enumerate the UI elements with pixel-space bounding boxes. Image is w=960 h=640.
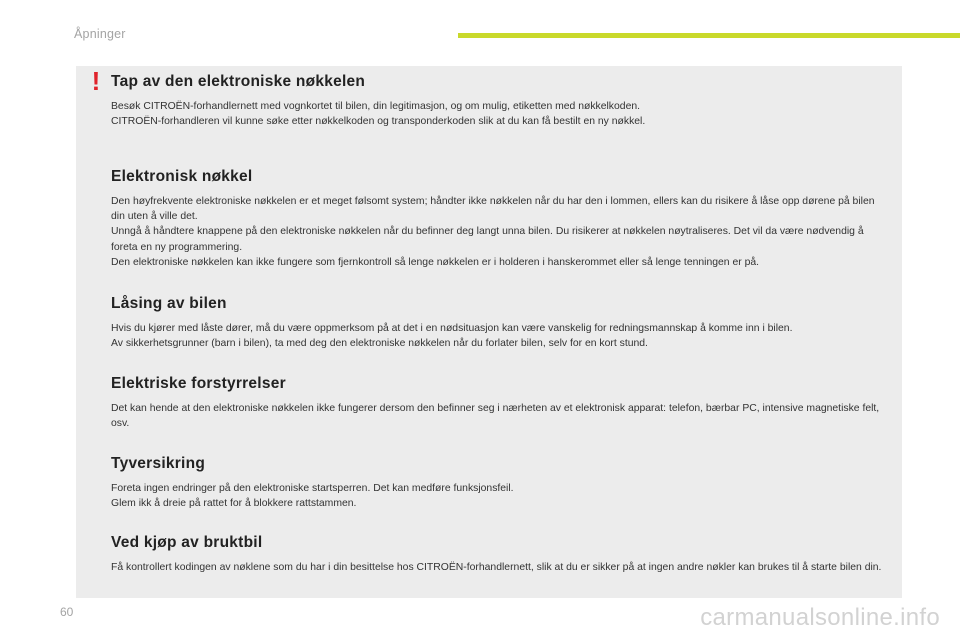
section-paragraph: Besøk CITROËN-forhandlernett med vognkortet til bilen, din legitimasjon, og om mulig, etiketten med nøkkelkoden. — [111, 101, 641, 112]
section-heading: Ved kjøp av bruktbil — [111, 534, 263, 551]
page-number: 60 — [60, 605, 74, 619]
section-paragraph: Unngå å håndtere knappene på den elektroniske nøkkelen når du befinner deg langt unna bilen. Du risikerer at nøkkelen nøytraliseres. Det vil da være nødvendig å foreta en ny programmering. — [111, 226, 864, 253]
section-electronic-key — [111, 168, 887, 270]
header-accent-bar — [458, 33, 960, 38]
section-locking — [111, 295, 887, 351]
section-paragraph: CITROËN-forhandleren vil kunne søke etter nøkkelkoden og transponderkoden slik at du kan få bestilt en ny nøkkel. — [111, 116, 646, 128]
section-paragraph: Den høyfrekvente elektroniske nøkkelen er et meget følsomt system; håndter ikke nøkkelen når du har den i lommen, ellers kan du risikere å låse opp dørene på bilen din uten å ville det. — [111, 196, 875, 223]
section-paragraph: Få kontrollert kodingen av nøklene som du har i din besittelse hos CITROËN-forhandlernett, slik at du er sikker på at ingen andre nøkler kan brukes til å starte bilen din. — [111, 562, 882, 573]
watermark: carmanualsonline.info — [700, 604, 940, 631]
section-paragraph: Av sikkerhetsgrunner (barn i bilen), ta med deg den elektroniske nøkkelen når du forlater bilen, selv for en kort stund. — [111, 338, 648, 350]
section-paragraph: Foreta ingen endringer på den elektroniske startsperren. Det kan medføre funksjonsfeil. — [111, 483, 514, 494]
exclamation-icon: ! — [91, 66, 101, 96]
section-paragraph: Det kan hende at den elektroniske nøkkelen ikke fungerer dersom den befinner seg i nærheten av et elektronisk apparat: telefon, bærbar PC, intensive magnetiske felt, osv. — [111, 403, 880, 430]
section-heading: Elektriske forstyrrelser — [111, 375, 286, 392]
section-paragraph: Den elektroniske nøkkelen kan ikke fungere som fjernkontroll så lenge nøkkelen er i holderen i hanskerommet eller så lenge tenningen er på. — [111, 256, 760, 268]
section-anti-theft — [111, 455, 887, 511]
section-used-car — [111, 534, 887, 575]
section-heading: Tyversikring — [111, 455, 206, 472]
section-interference — [111, 375, 887, 431]
section-paragraph: Glem ikk å dreie på rattet for å blokkere rattstammen. — [111, 498, 357, 510]
section-paragraph: Hvis du kjører med låste dører, må du være oppmerksom på at det i en nødsituasjon kan være vanskelig for redningsmannskap å komme inn i bilen. — [111, 323, 793, 334]
section-key-loss — [111, 73, 887, 129]
section-heading: Låsing av bilen — [111, 295, 227, 312]
page-section-title: Åpninger — [74, 27, 126, 41]
section-heading: Elektronisk nøkkel — [111, 168, 253, 185]
section-heading: Tap av den elektroniske nøkkelen — [111, 73, 366, 90]
